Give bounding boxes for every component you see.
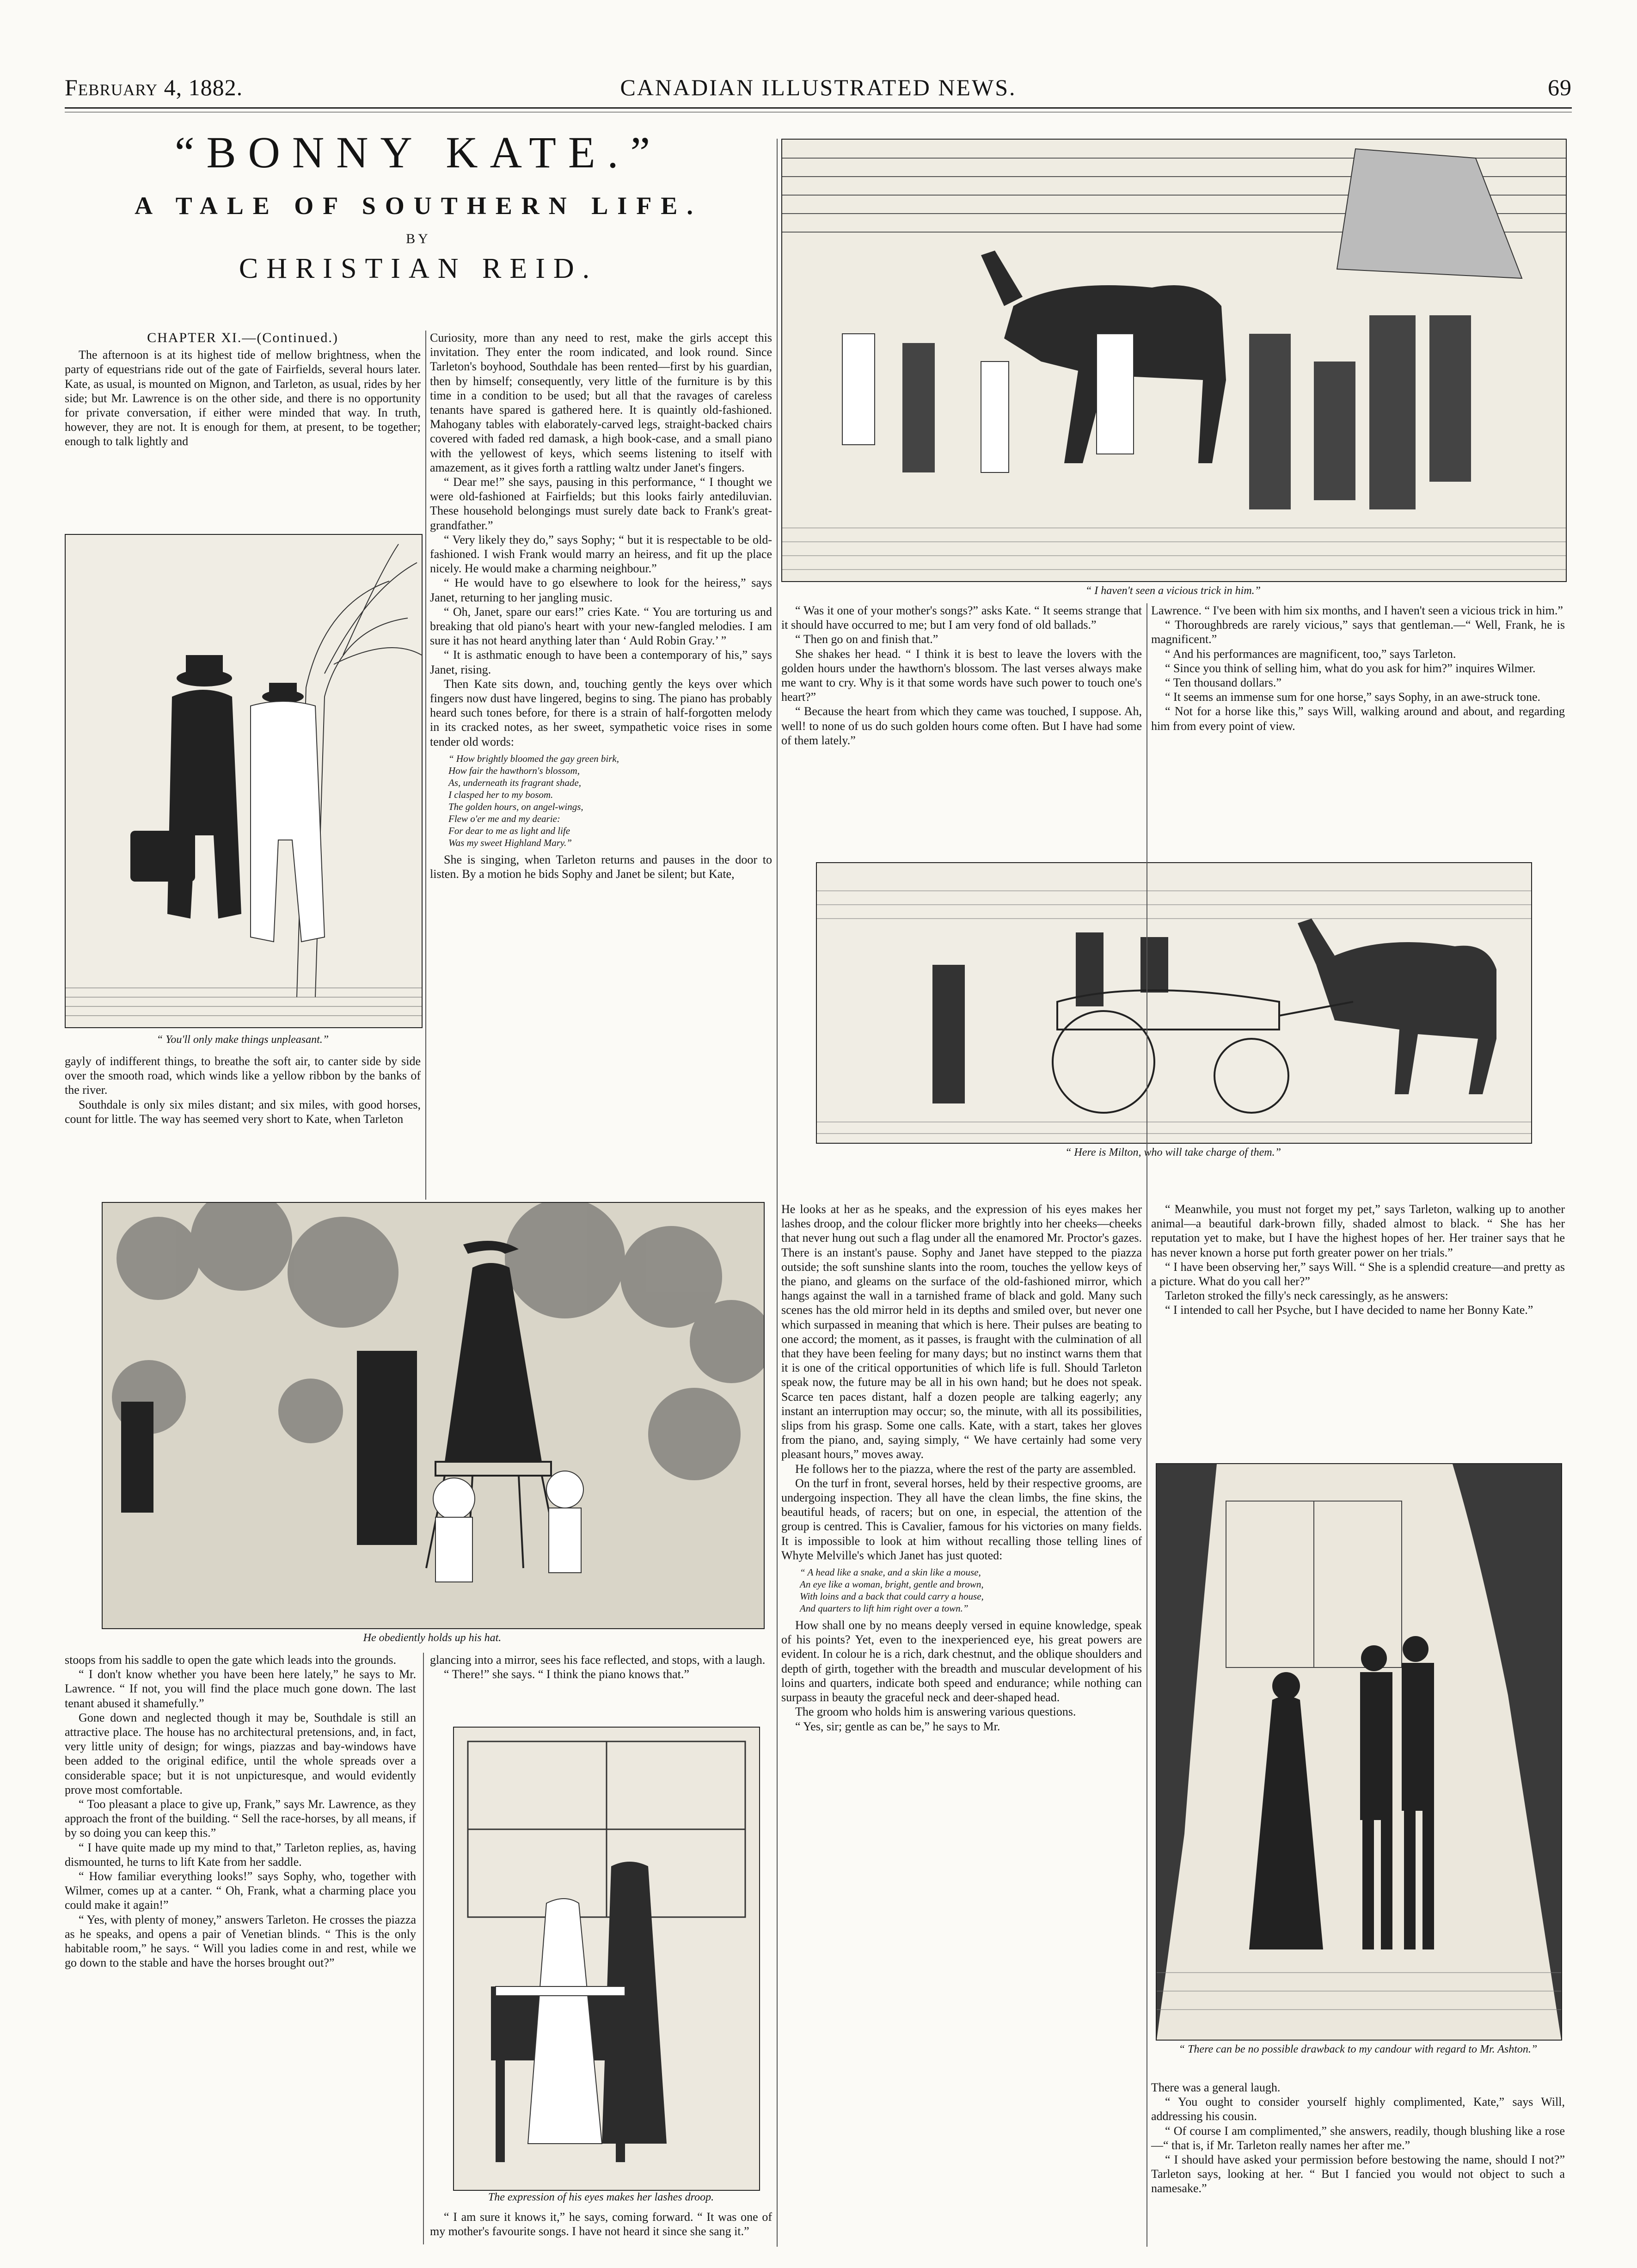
column-4-middle (1151, 1202, 1565, 1318)
column-2-bottom (430, 1653, 772, 1681)
illustration-drawing-room (1156, 1463, 1562, 2041)
paragraph: On the turf in front, several horses, held by their respective grooms, are undergoing inspection. They all have the clean limbs, the fine skins, the beautiful heads, of racers; but on one, in especial, the attention of the group is centred. This is Cavalier, famous for his victories on many fields. It is impossible to look at him without recalling those telling lines of Whyte Melville's which Janet has just quoted: (781, 1476, 1142, 1562)
column-divider (425, 331, 426, 1200)
caption-ill-1: “ You'll only make things unpleasant.” (156, 1034, 329, 1046)
paragraph: “ Was it one of your mother's songs?” asks Kate. “ It seems strange that it should have occurred to me; but I am very fond of old ballads.” (781, 604, 1142, 632)
column-1-middle (65, 1054, 421, 1126)
paragraph: “ Yes, sir; gentle as can be,” he says to Mr. (795, 1719, 1000, 1733)
paragraph: “ He would have to go elsewhere to look for the heiress,” says Janet, returning to her jangling music. (430, 576, 772, 604)
verse-line: “ A head like a snake, and a skin like a mouse, (800, 1567, 981, 1578)
paragraph: “ How familiar everything looks!” says Sophy, who, together with Wilmer, comes up at a canter. “ Oh, Frank, what a charming place you could make it again!” (65, 1870, 416, 1912)
paragraph: How shall one by no means deeply versed in equine knowledge, speak of his points? Yet, even to the inexperienced eye, his great powers are evident. In colour he is a rich, dark chestnut, and the oblique shoulders and depth of girth, together with the breadth and muscular development of his loins and quarters, indicate both speed and endurance; while nothing can surpass in beauty the graceful neck and deer-shaped head. (781, 1618, 1142, 1704)
paragraph: “ Since you think of selling him, what do you ask for him?” inquires Wilmer. (1165, 661, 1536, 675)
verse-line: For dear to me as light and life (448, 825, 570, 836)
engraving-stable (782, 140, 1566, 581)
paragraph: He looks at her as he speaks, and the expression of his eyes makes her lashes droop, and the colour flicker more brightly into her cheeks—cheeks that never hung out such a flag under all the enamored Mr. Proctor's gazes. There is an instant's pause. Sophy and Janet have stepped to the piazza outside; the soft sunshine slants into the room, touches the yellow keys of the piano, and gleams on the surface of the old-fashioned mirror, which hangs against the wall in a tarnished frame of black and gold. Many such scenes has the old mirror held in its depths and smiled over, but never one which surpassed in meaning that which is here. Their pulses are beating to one accord; the moment, as it passes, is fraught with the culmination of all that they have been feeling for many days; but no instinct warns them that it is one of the critical opportunities of which life is full. Should Tarleton speak now, the future may be all in his own hand; but he does not speak. Scarce ten paces distant, half a dozen people are talking eagerly; any instant an interruption may occur; so, the minute, with all its possibilities, slips from his grasp. Some one calls. Kate, with a start, takes her gloves from the piano, and, saying simply, “ We have certainly had some very pleasant hours,” moves away. (781, 1202, 1142, 1461)
paragraph: “ I should have asked your permission before bestowing the name, should I not?” Tarleton says, looking at her. “ But I fancied you would not object to such a namesake.” (1151, 2153, 1565, 2195)
paragraph: “ I intended to call her Psyche, but I have decided to name her Bonny Kate.” (1165, 1303, 1533, 1317)
page-header (65, 74, 1572, 116)
verse-line: And quarters to lift him right over a town.” (800, 1603, 969, 1614)
issue-date: February 4, 1882. (65, 74, 243, 100)
column-1-bottom (65, 1653, 416, 1970)
verse-line: Was my sweet Highland Mary.” (448, 837, 572, 848)
column-divider (777, 139, 778, 2247)
paragraph: “ And his performances are magnificent, too,” says Tarleton. (1165, 647, 1456, 661)
verse-line: How fair the hawthorn's blossom, (448, 765, 580, 776)
paragraph: “ There!” she says. “ I think the piano knows that.” (444, 1667, 689, 1681)
paragraph: “ Not for a horse like this,” says Will, walking around and about, and regarding him from every point of view. (1151, 705, 1565, 733)
paragraph: The groom who holds him is answering various questions. (795, 1705, 1076, 1719)
paragraph: “ Of course I am complimented,” she answers, readily, though blushing like a rose—“ that is, if Mr. Tarleton really names her after me.” (1151, 2124, 1565, 2152)
engraving-drawing-room (1157, 1464, 1561, 2040)
paragraph: “ Meanwhile, you must not forget my pet,” says Tarleton, walking up to another animal—a beautiful dark-brown filly, shaded almost to black. “ She has her reputation yet to make, but I have the highest hopes of her. Her trainer says that he has never known a horse put forth greater power on her trials.” (1151, 1202, 1565, 1259)
engraving-garden (103, 1203, 764, 1628)
paragraph: “ It is asthmatic enough to have been a contemporary of his,” says Janet, rising. (430, 648, 772, 676)
paragraph: “ I have quite made up my mind to that,” Tarleton replies, as, having dismounted, he turns to lift Kate from her saddle. (65, 1840, 416, 1869)
engraving-piano (454, 1728, 759, 2190)
paragraph: The afternoon is at its highest tide of mellow brightness, when the party of equestrians ride out of the gate of Fairfields, several hours later. Kate, as usual, is mounted on Mignon, and Tarleton, as usual, rides by her side; but Mr. Lawrence is on the other side, and there is no opportunity for private conversation, if either were minded that way. In truth, however, they are not. It is enough for them, at present, to be together; enough to talk lightly and (65, 348, 421, 448)
paragraph: “ I have been observing her,” says Will. “ She is a splendid creature—and pretty as a picture. What do you call her?” (1151, 1260, 1565, 1288)
story-title-block (65, 125, 772, 285)
paragraph: “ I am sure it knows it,” he says, coming forward. “ It was one of my mother's favourite songs. I have not heard it since she sang it.” (430, 2210, 772, 2238)
paragraph: Lawrence. “ I've been with him six months, and I haven't seen a vicious trick in him.” (1151, 604, 1563, 617)
verse-line: “ How brightly bloomed the gay green birk, (448, 753, 619, 764)
paragraph: Gone down and neglected though it may be, Southdale is still an attractive place. The house has no architectural pretensions, and, in fact, very little unity of design; for wings, piazzas and bay-windows have been added to the original edifice, until the whole spreads over a considerable space; but it is not unpicturesque, and would evidently prove most comfortable. (65, 1710, 416, 1796)
paragraph: stoops from his saddle to open the gate which leads into the grounds. (65, 1653, 397, 1667)
header-rule (65, 107, 1572, 109)
chapter-heading: CHAPTER XI.—(Continued.) (147, 330, 338, 345)
illustration-piano (453, 1727, 760, 2191)
illustration-two-gentlemen (65, 534, 423, 1028)
caption-ill-3: “ Here is Milton, who will take charge of them.” (1065, 1146, 1281, 1159)
paragraph: “ Very likely they do,” says Sophy; “ but it is respectable to be old-fashioned. I wish Frank would marry an heiress, and fit up the place nicely. He would make a charming neighbour.” (430, 533, 772, 576)
illustration-stable-horse (781, 139, 1567, 582)
verse-line: An eye like a woman, bright, gentle and brown, (800, 1579, 984, 1590)
verse-line: Flew o'er me and my dearie: (448, 813, 560, 824)
caption-ill-6: “ There can be no possible drawback to my candour with regard to Mr. Ashton.” (1178, 2043, 1538, 2055)
quoted-verse (800, 1566, 1142, 1614)
column-divider (423, 1653, 424, 2244)
paragraph: Curiosity, more than any need to rest, make the girls accept this invitation. They enter the room indicated, and look round. Since Tarleton's boyhood, Southdale has been rented—first by his guardian, then by himself; consequently, very little of the furniture is by this time in a condition to be used; but all that the ravages of careless tenants have spared is gathered here. It is quaintly old-fashioned. Mahogany tables with elaborately-carved legs, straight-backed chairs covered with faded red damask, a high book-case, and a small piano with the yellowest of keys, which seems listening to itself with amazement, as it gives forth a rattling waltz under Janet's fingers. (430, 331, 772, 474)
verse-line: As, underneath its fragrant shade, (448, 777, 581, 788)
verse-line: I clasped her to my bosom. (448, 789, 553, 800)
paragraph: “ Ten thousand dollars.” (1165, 676, 1281, 690)
paragraph: “ It seems an immense sum for one horse,” says Sophy, in an awe-struck tone. (1165, 690, 1541, 704)
engraving-carriage (817, 863, 1531, 1143)
paragraph: She is singing, when Tarleton returns and pauses in the door to listen. By a motion he bids Sophy and Janet be silent; but Kate, (430, 852, 772, 881)
paragraph: “ Thoroughbreds are rarely vicious,” says that gentleman.—“ Well, Frank, he is magnificent.” (1151, 618, 1565, 646)
illustration-garden (102, 1202, 765, 1629)
paragraph: “ Yes, with plenty of money,” answers Tarleton. He crosses the piazza as he speaks, and opens a pair of Venetian blinds. “ This is the only habitable room,” he says. “ Will you ladies come in and rest, while we go down to the stable and have the horses brought out?” (65, 1912, 416, 1970)
caption-ill-4: He obediently holds up his hat. (363, 1632, 502, 1644)
engraving-gentlemen (66, 535, 422, 1027)
author-name: CHRISTIAN REID. (239, 253, 598, 284)
paragraph: “ I don't know whether you have been here lately,” he says to Mr. Lawrence. “ If not, you will find the place much gone down. The last tenant abused it shamefully.” (65, 1667, 416, 1710)
paragraph: He follows her to the piazza, where the rest of the party are assembled. (795, 1462, 1136, 1476)
paragraph: Southdale is only six miles distant; and six miles, with good horses, count for little. The way has seemed very short to Kate, when Tarleton (65, 1097, 421, 1126)
paragraph: “ Then go on and finish that.” (795, 632, 938, 646)
column-4-bottom (1151, 2080, 1565, 2196)
paragraph: Then Kate sits down, and, touching gently the keys over which fingers now dust have lingered, begins to sing. The piano has probably heard such tones before, for there is a strain of half-forgotten melody in its cracked notes, as her sweet, sympathetic voice rises in some tender old words: (430, 677, 772, 748)
paragraph: Tarleton stroked the filly's neck caressingly, as he answers: (1165, 1289, 1448, 1303)
column-2-end (430, 2210, 772, 2238)
verse-line: The golden hours, on angel-wings, (448, 801, 583, 812)
story-subtitle: A TALE OF SOUTHERN LIFE. (135, 192, 702, 220)
verse-line: With loins and a back that could carry a house, (800, 1591, 984, 1602)
story-title: “BONNY KATE.” (174, 128, 662, 177)
column-1-top (65, 331, 421, 449)
caption-ill-5: The expression of his eyes makes her lashes droop. (488, 2191, 714, 2203)
paragraph: glancing into a mirror, sees his face reflected, and stops, with a laugh. (430, 1653, 766, 1667)
column-3-top (781, 603, 1142, 748)
paragraph: “ Too pleasant a place to give up, Frank,” says Mr. Lawrence, as they approach the front of the building. “ Sell the race-horses, by all means, if by so doing you can keep this.” (65, 1797, 416, 1840)
paragraph: “ Because the heart from which they came was touched, I suppose. Ah, well! to none of us do such golden hours come often. But I have had some of them lately.” (781, 705, 1142, 747)
paragraph: gayly of indifferent things, to breathe the soft air, to canter side by side over the smooth road, which winds like a yellow ribbon by the banks of the river. (65, 1054, 421, 1097)
caption-ill-2: “ I haven't seen a vicious trick in him.” (1085, 585, 1261, 597)
illustration-carriage (816, 862, 1532, 1144)
paragraph: She shakes her head. “ I think it is best to leave the lovers with the golden hours under the hawthorn's blossom. The last verses always make me want to cry. Why is it that some words have such power to touch one's heart?” (781, 647, 1142, 704)
song-verse (448, 753, 772, 849)
paragraph: “ Oh, Janet, spare our ears!” cries Kate. “ You are torturing us and breaking that old piano's heart with your new-fangled melodies. I am sure it has not heard anything later than ‘ Auld Robin Gray.’ ” (430, 605, 772, 648)
column-4-top (1151, 603, 1565, 733)
paragraph: “ You ought to consider yourself highly complimented, Kate,” says Will, addressing his cousin. (1151, 2095, 1565, 2123)
masthead: CANADIAN ILLUSTRATED NEWS. (620, 74, 1017, 100)
byline: BY (406, 231, 431, 246)
paragraph: “ Dear me!” she says, pausing in this performance, “ I thought we were old-fashioned at Fairfields; but this looks fairly antediluvian. These household belongings must surely date back to Frank's great-grandfather.” (430, 475, 772, 532)
column-2-top (430, 331, 772, 881)
page-number: 69 (1548, 74, 1572, 100)
column-3-bottom (781, 1202, 1142, 1734)
paragraph: There was a general laugh. (1151, 2081, 1281, 2094)
